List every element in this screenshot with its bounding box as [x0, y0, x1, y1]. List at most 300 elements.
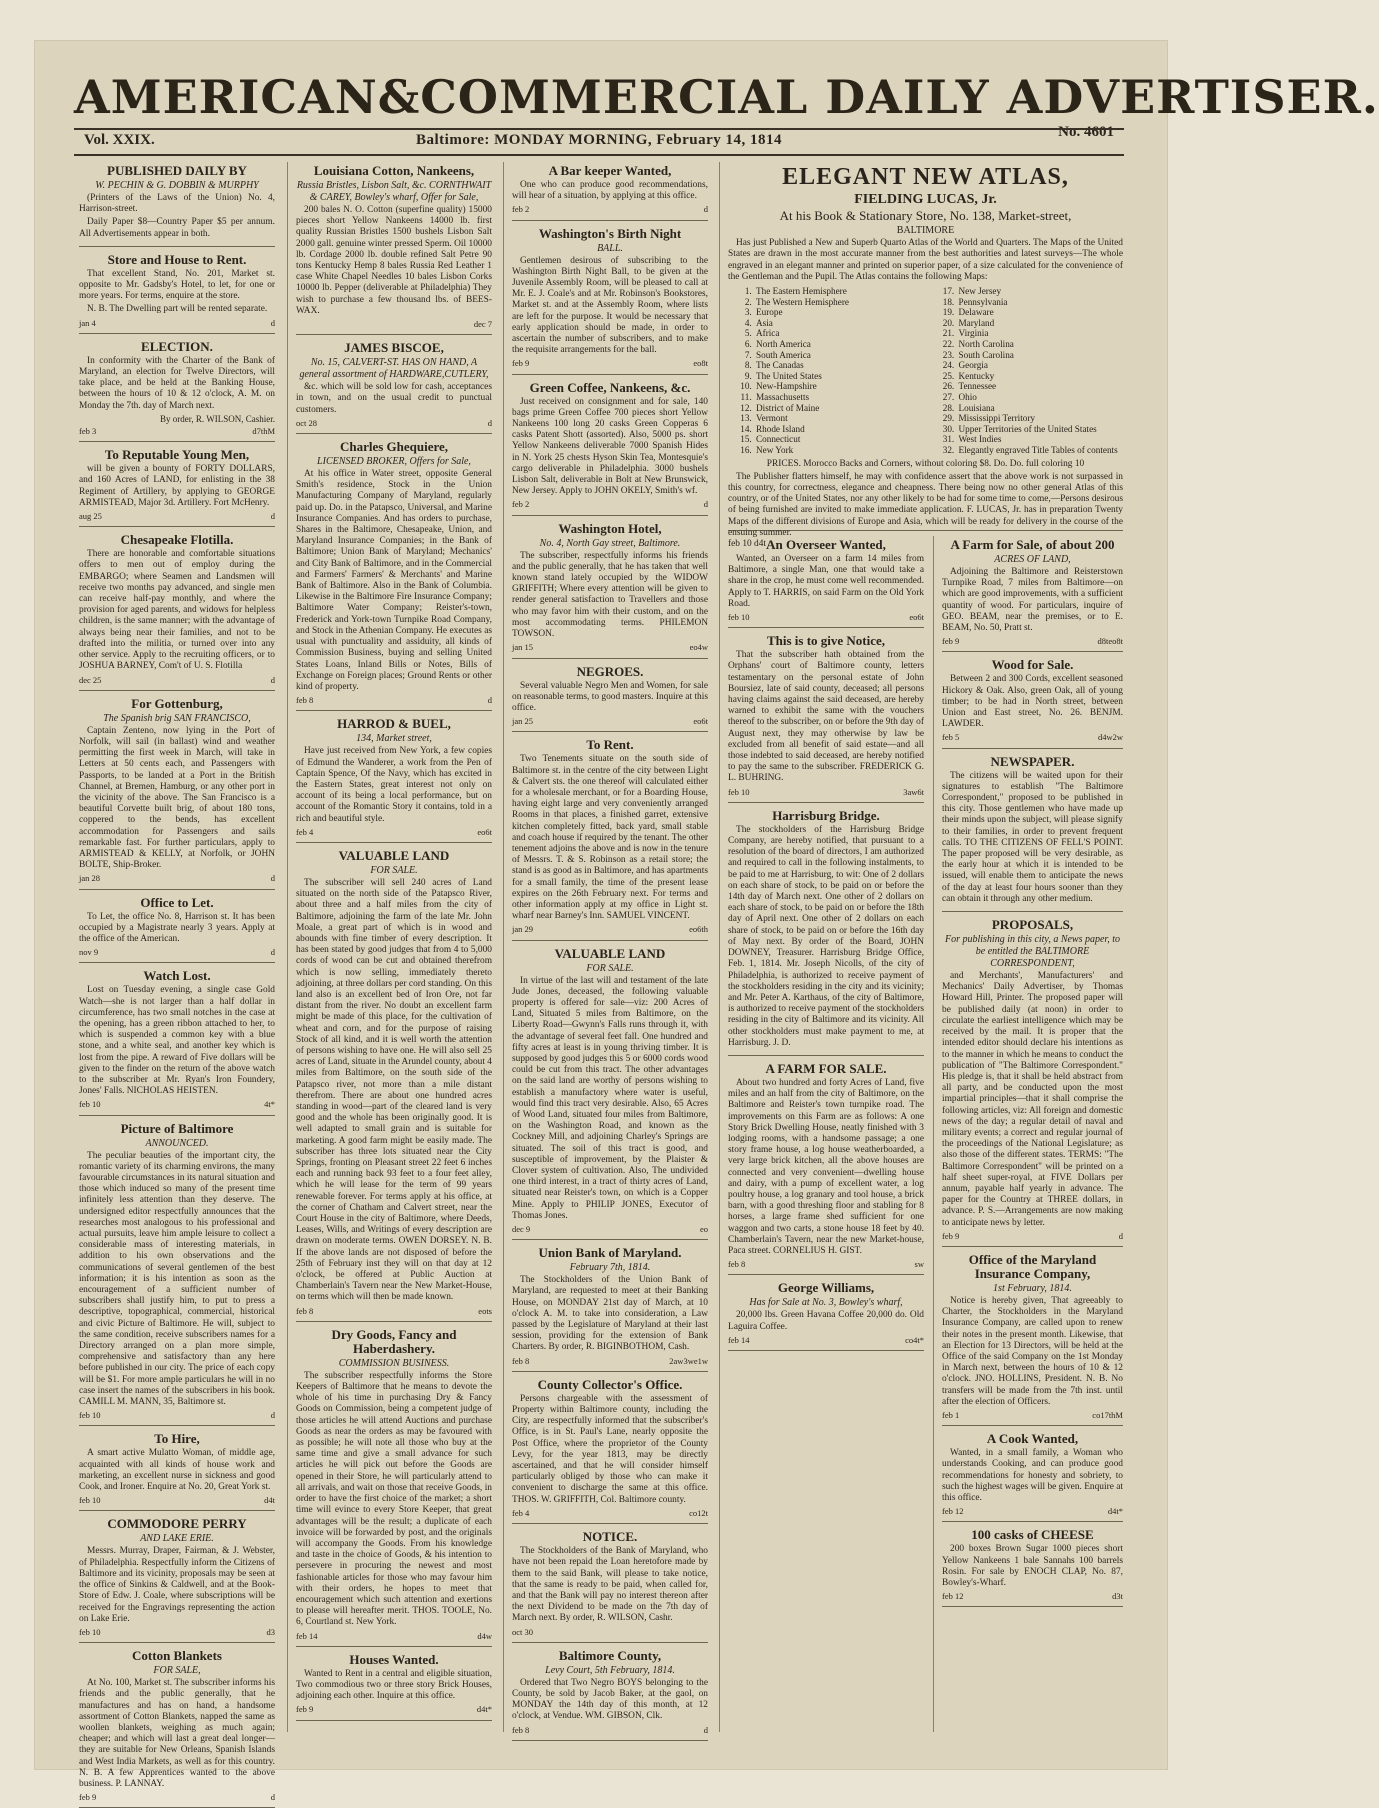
ad-body-text: There are honorable and comfortable situations offers to men out of employ during the EMBARGO; where Seamen and Landsmen will receive two months pay advanced, and single men can receive half-pay monthly, and where the provision for aged parents, and widows for helpless children, is the same manner; with the advantage of always being near their families, and not to be drafted into the militia, or turned over into any other service. Apply to the recruiting officers, or to JOSHUA BARNEY, Com't of U. S. Flotilla [79, 549, 275, 672]
atlas-map-item: 29. Mississippi Territory [957, 413, 1124, 424]
ad-date: dec 25 [79, 674, 102, 685]
ad-footer [512, 1224, 708, 1235]
ad-body-text: The Stockholders of the Union Bank of Maryland, are requested to meet at their Banking House, on MONDAY 21st day of March, at 10 o'clock A. M. to take into consideration, a Law passed by the Legislature of Maryland at their last session, providing for the extension of Bank Charters. By order, R. BIGINBOTHOM, Cash. [512, 1275, 708, 1353]
advertisement [512, 947, 708, 1241]
advertisement [942, 1432, 1123, 1522]
atlas-map-item: 32. Elegantly engraved Title Tables of contents [957, 445, 1124, 456]
ad-date: feb 8 [728, 1259, 746, 1270]
atlas-map-item: 2. The Western Hemisphere [754, 297, 921, 308]
ad-footer [79, 1627, 275, 1638]
advertisement [79, 253, 275, 334]
atlas-map-item: 6. North America [754, 339, 921, 350]
ad-body-text: &c. which will be sold low for cash, acceptances in town, and on the usual credit to punctual customers. [296, 382, 492, 415]
ad-headline: Wood for Sale. [991, 657, 1074, 673]
ad-code: d3t [1112, 1591, 1123, 1602]
ad-body-text: Ordered that Two Negro BOYS belonging to the County, be sold by Jacob Baker, at the gaol, on MONDAY the 14th day of this month, at 12 o'clock, at Vendue. WM. GIBSON, Clk. [512, 1677, 708, 1722]
advertisement [512, 665, 708, 733]
ad-headline: Picture of Baltimore [120, 1120, 234, 1136]
ad-code: d4w [477, 1630, 492, 1641]
ad-headline: VALUABLE LAND [338, 847, 450, 863]
ad-footer [512, 1508, 708, 1519]
ad-date: feb 2 [512, 204, 530, 215]
advertisement [79, 697, 275, 890]
ad-date: feb 9 [296, 1704, 314, 1715]
ad-subheading: AND LAKE ERIE. [140, 1533, 214, 1545]
advertisement [79, 969, 275, 1115]
issue-number: No. 4601 [1058, 124, 1114, 140]
ad-code: co12t [689, 1507, 708, 1518]
ad-subheading: 134, Market street, [356, 733, 432, 745]
column-1 [79, 162, 275, 1803]
ad-headline: Chesapeake Flotilla. [120, 532, 234, 548]
ad-code: eo6t [693, 716, 708, 727]
ad-headline: George Williams, [777, 1280, 875, 1296]
atlas-place: At his Book & Stationary Store, No. 138, Market-street, [779, 208, 1072, 223]
ad-footer [79, 1410, 275, 1421]
ad-body-text: Gentlemen desirous of subscribing to the Washington Birth Night Ball, to be given at the Juvenile Assembly Room, will be pleased to call at Mr. E. J. Coale's and at Mr. Robinson's Bookstores, Market st. and at the Assembly Room, where lists are left for the purpose. It would be necessary that early application should be made, in order to ascertain the number of subscribers, and to make the requisite arrangements for the ball. [512, 255, 708, 356]
ad-code: d [487, 695, 492, 706]
ad-headline: Houses Wanted. [349, 1651, 439, 1667]
ad-headline: County Collector's Office. [537, 1376, 683, 1392]
ad-footer [942, 1410, 1123, 1421]
ad-headline: ELECTION. [141, 338, 213, 354]
atlas-map-item: 5. Africa [754, 328, 921, 339]
ad-body-text: N. B. The Dwelling part will be rented separate. [87, 304, 268, 315]
ad-date: jan 25 [512, 716, 534, 727]
ad-code: co17thM [1092, 1409, 1123, 1420]
ad-code: eo8t [693, 358, 708, 369]
ad-body-text: A smart active Mulatto Woman, of middle age, acquainted with all kinds of house work and marketing, an excellent nurse in sickness and good Cook, and Ironer. Enquire at No. 20, Great York st. [79, 1448, 275, 1493]
column-3 [512, 162, 708, 1737]
ad-footer [79, 318, 275, 329]
ad-date: feb 12 [942, 1591, 964, 1602]
ad-headline: An Overseer Wanted, [766, 537, 886, 552]
ad-body-text: Several valuable Negro Men and Women, for sale on reasonable terms, to good masters. Inquire at this office. [512, 680, 708, 713]
column-divider [719, 162, 720, 1732]
advertisement [942, 755, 1123, 912]
ad-footer [512, 1627, 708, 1638]
advertisement [296, 1328, 492, 1647]
advertisement [512, 738, 708, 940]
ad-body-text: Wanted, in a small family, a Woman who understands Cooking, and can produce good recommendations for honesty and sobriety, to such the highest wages will be given. Enquire at this office. [942, 1448, 1123, 1503]
atlas-intro: Has just Published a New and Superb Quarto Atlas of the World and Quarters. The Maps of the United States are drawn in the most accurate manner from the best authorities and latest surveys—The whole engraved in an elegant manner and printed on superior paper, of a size calculated for the convenience of the Gentleman and the Pupil. The Atlas contains the following Maps: [728, 238, 1123, 282]
ad-headline: 100 casks of CHEESE [971, 1527, 1094, 1543]
ad-date: feb 8 [512, 1355, 530, 1366]
ad-date: feb 8 [296, 695, 314, 706]
ad-code: d [270, 1792, 275, 1803]
ad-footer [512, 716, 708, 727]
ad-subheading: FOR SALE. [370, 864, 418, 876]
ad-footer [79, 1792, 275, 1803]
ad-footer [942, 1591, 1123, 1602]
advertisement [512, 522, 708, 659]
masthead-rule-top [74, 128, 1124, 130]
ad-footer [79, 873, 275, 884]
advertisement [942, 1253, 1123, 1426]
ad-date: oct 30 [512, 1626, 534, 1637]
ad-footer [296, 1704, 492, 1715]
advertisement [79, 533, 275, 690]
atlas-map-item: 19. Delaware [957, 307, 1124, 318]
issue-line [74, 124, 1124, 154]
atlas-date: feb 10 [728, 538, 752, 549]
column-4a [728, 536, 924, 1736]
ad-signature: By order, R. WILSON, Cashier. [160, 413, 275, 424]
ad-body-text: Wanted, an Overseer on a farm 14 miles from Baltimore, a single Man, one that would take a share in the crop, he must come well recommended. Apply to T. HARRIS, on said Farm on the Old York Road. [728, 554, 924, 609]
ad-date: feb 5 [942, 732, 960, 743]
ad-headline: COMMODORE PERRY [107, 1516, 247, 1532]
ad-headline: Washington Hotel, [558, 520, 662, 536]
ad-date: feb 2 [512, 499, 530, 510]
atlas-map-item: 22. North Carolina [957, 339, 1124, 350]
ad-footer [79, 1099, 275, 1110]
atlas-map-item: 13. Vermont [754, 413, 921, 424]
ad-body-text: In conformity with the Charter of the Bank of Maryland, an election for Twelve Directors, will take place, and be held at the Banking House, between the hours of 10 & 12 o'clock, A. M. on Monday the 7th. day of March next. [79, 355, 275, 411]
ad-footer [296, 319, 492, 330]
ad-date: feb 12 [942, 1506, 964, 1517]
atlas-map-item: 28. Louisiana [957, 403, 1124, 414]
advertisement [79, 164, 275, 247]
ad-body-text: That excellent Stand, No. 201, Market st. opposite to Mr. Gadsby's Hotel, to let, for one or more years. For terms, enquire at the store. [79, 268, 275, 302]
atlas-map-item: 8. The Canadas [754, 360, 921, 371]
ad-date: jan 15 [512, 642, 534, 653]
ad-footer [728, 1335, 924, 1346]
ad-code: d [703, 499, 708, 510]
newspaper-page [34, 40, 1379, 1803]
ad-footer [296, 695, 492, 706]
advertisement [296, 1653, 492, 1721]
ad-subheading: FOR SALE. [586, 962, 634, 974]
ad-body-text: Adjoining the Baltimore and Reisterstown Turnpike Road, 7 miles from Baltimore—on which are good improvements, with a sufficient quantity of wood. For particulars, inquire of GEO. BEAM, near the premises, or to E. BEAM, No. 50, Pratt st. [942, 567, 1123, 634]
ad-date: jan 29 [512, 924, 534, 935]
ad-code: eots [478, 1305, 492, 1316]
ad-code: eo [699, 1224, 708, 1235]
ad-footer [296, 1631, 492, 1642]
ad-date: feb 3 [79, 426, 97, 437]
ad-date: feb 4 [296, 826, 314, 837]
ad-body-text: At his office in Water street, opposite General Smith's residence, Stock in the Union Manufacturing Company of Maryland, regularly paid up. Do. in the Patapsco, Universal, and Marine Insurance Companies. And has orders to purchase, Shares in the Baltimore, Chesapeake, Union, and Maryland Insurance Companies; in the Bank of Baltimore; Union Bank of Maryland; Mechanics' and City Bank of Baltimore, and in the Commercial and Farmers' Farmers' & Merchants' and Marine Bank of Baltimore. Also in the Bank of Columbia. Likewise in the Baltimore Fire Insurance Company; Baltimore Water Company; Reister's-town, Frederick and York-town Turnpike Road Company, and Stock in the Athenian Company. He executes as usual with punctuality and assiduity, all kinds of Commission Business, buying and selling United States Loans, Inland Bills or Notes, Bills of Exchange on Foreign places; Ground Rents or other kind of property. [296, 469, 492, 692]
atlas-map-item: 1. The Eastern Hemisphere [754, 286, 921, 297]
ad-body-text: 20,000 lbs. Green Havana Coffee 20,000 do. Old Laguira Coffee. [728, 1310, 924, 1332]
atlas-map-item: 20. Maryland [957, 318, 1124, 329]
ad-footer [512, 1356, 708, 1367]
atlas-map-item: 23. South Carolina [957, 350, 1124, 361]
ad-body-text: (Printers of the Laws of the Union) No. 4, Harrison-street. [79, 193, 275, 215]
ad-code: d [270, 947, 275, 958]
ad-footer [512, 1725, 708, 1736]
ad-subheading: For publishing in this city, a News paper, to be entitled the BALTIMORE CORRESPONDENT, [944, 934, 1120, 970]
ad-body-text: The subscriber, respectfully informs his friends and the public generally, that he has taken that well known stand lately occupied by the WIDOW GRIFFITH; Where every attention will be given to render general satisfaction to Travellers and those who may favor him with their custom, and on the most accommodating terms. PHILEMON TOWSON. [512, 550, 708, 640]
ad-headline: NEGROES. [576, 663, 644, 679]
ad-body-text: Have just received from New York, a few copies of Edmund the Wanderer, a work from the Pen of Captain Spence, Of the Navy, which has excited in the Eastern States, great interest not only on account of its being a local performance, but on account of the Romantic Story it contains, told in a rich and beautiful style. [296, 746, 492, 824]
ad-body-text: Just received on consignment and for sale, 140 bags prime Green Coffee 700 pieces short Yellow Nankeens 100 long 20 casks Green Copperas 6 casks Patent Shott (assorted). Also, 5000 ps. short Yellow Nankeens deliverable 7000 Spanish Hides in N. York 25 chests Hyson Skin Tea, Montesquie's cargo deliverable in Philadelphia. 3000 bushels Lisbon Salt, deliverable in Bolt at New Brunswick, New Jersey. Apply to JOHN OKELY, Smith's wf. [512, 396, 708, 497]
atlas-maps-right [931, 286, 1124, 456]
ad-footer [79, 511, 275, 522]
atlas-map-list [728, 286, 1123, 456]
advertisement [79, 896, 275, 964]
advertisement [296, 717, 492, 843]
ad-date: feb 9 [942, 636, 960, 647]
atlas-outro: The Publisher flatters himself, he may with confidence assert that the above work is not surpassed in this country, for correctness, elegance and cheapness. There being now no other general Atlas of this country, or of the United States, nor any other likely to be had for some time to come,—Persons desirous of being furnished are invited to make immediate application. F. LUCAS, Jr. has in preparation Twenty Maps of the different divisions of Europe and Asia, which will be ready for delivery in the course of the ensuing summer. [728, 471, 1123, 538]
ad-headline: HARROD & BUEL, [337, 716, 451, 732]
ad-headline: Dry Goods, Fancy and Haberdashery. [331, 1326, 457, 1356]
ad-date: feb 9 [79, 1792, 97, 1803]
ad-date: oct 28 [296, 417, 318, 428]
ad-body-text: The citizens will be waited upon for their signatures to establish "The Baltimore Correspondent," proposed to be published in this city. Those gentlemen who have made up their minds upon the subject, will please signify to their families, in order to prevent frequent calls. TO THE CITIZENS OF FELL'S POINT. The paper proposed will be very desirable, as the early hour at which it is intended to be issued, will enable them to anticipate the news of the day at least four hours sooner than they can obtain it through any other medium. [942, 770, 1123, 904]
ad-code: d [270, 511, 275, 522]
ad-date: feb 10 [79, 1626, 101, 1637]
advertisement [79, 340, 275, 442]
advertisement [79, 1649, 275, 1808]
ad-code: d [270, 1410, 275, 1421]
advertisement [79, 1517, 275, 1643]
ad-code: d8teo8t [1097, 636, 1123, 647]
ad-headline: Office of the Maryland Insurance Company, [968, 1251, 1097, 1281]
atlas-map-item: 14. Rhode Island [754, 424, 921, 435]
advertisement [512, 1530, 708, 1643]
atlas-code: d4t [754, 538, 767, 549]
ad-body-text: At No. 100, Market st. The subscriber informs his friends and the public generally, that he manufactures and has on hand, a handsome assortment of Cotton Blankets, napped the same as woollen blankets, weighing as much again; cheaper; and which will last a great deal longer—they are suitable for New Orleans, Spanish Islands and West India Markets, as well as for this country. N. B. A few Apprentices wanted to the above business. P. LANNAY. [79, 1678, 275, 1789]
advertisement [942, 1528, 1123, 1607]
ad-footer [79, 947, 275, 958]
ad-date: jan 28 [79, 873, 101, 884]
ad-headline: A FARM FOR SALE. [765, 1060, 887, 1076]
ad-footer [296, 1306, 492, 1317]
ad-subheading: COMMISSION BUSINESS. [338, 1357, 450, 1369]
ad-code: d [487, 417, 492, 428]
ad-headline: NEWSPAPER. [990, 753, 1075, 769]
ad-date: feb 10 [728, 612, 750, 623]
ad-date: feb 8 [296, 1305, 314, 1316]
ad-body-text: The subscriber will sell 240 acres of Land situated on the north side of the Patapsco River, about three and a half miles from the city of Baltimore, adjoining the farm of the late Mr. John Moale, a great part of which is in wood and abounds with fine timber of every description. It has been stated by good judges that from 4 to 5,000 cords of wood can be cut and obtained therefrom which is now selling, immediately thereto adjoining, at three dollars per cord standing. On this land also is an excellent bed of Iron Ore, not far distant from the river. No doubt an excellent farm might be made of this place, for the cultivation of wheat and corn, and for the purpose of raising Stock of all kind, and it is well worth the attention of persons wishing to have one. He will also sell 25 acres of Land, situate in the Arundel county, about 4 miles from Baltimore, on the south side of the Patapsco river, not more than a mile distant therefrom. There are about one hundred acres standing in wood—part of the cleared land is very good and the whole has been originally good. It is well adapted to small grain and is suitable for marketing. A good farm might be easily made. The subscriber has three lots situated near the City Springs, fronting on Pleasant street 22 feet 6 inches each and running back 93 feet to a four feet alley, which he will lease for the term of 99 years renewable forever. For terms apply at his office, at the corner of Chatham and Calvert street, near the Court House in the city of Baltimore, where Deeds, Leases, Wills, and Writings of every description are drawn on moderate terms. OWEN DORSEY. N. B. If the above lands are not disposed of before the 25th of February inst they will on that day at 12 o'clock, be offered at Public Auction at Chamberlain's Tavern near the New Market-House, on terms which will then be made known. [296, 877, 492, 1303]
advertisement [512, 1378, 708, 1524]
ad-footer [79, 675, 275, 686]
atlas-maps-left [728, 286, 921, 456]
atlas-map-item: 3. Europe [754, 307, 921, 318]
ad-code: d4t* [476, 1704, 492, 1715]
ad-code: d7thM [252, 426, 275, 437]
column-divider [933, 536, 934, 1732]
atlas-map-item: 4. Asia [754, 318, 921, 329]
ad-date: feb 9 [942, 1230, 960, 1241]
ad-date: feb 10 [79, 1410, 101, 1421]
ad-date: jan 4 [79, 317, 96, 328]
ad-body-text: and Merchants', Manufacturers' and Mechanics' Daily Advertiser, by Thomas Howard Hill, Printer. The proposed paper will be published daily (at noon) in order to circulate the earliest intelligence which may be received by the mail. It is proper that the intended editor should declare his intentions as to the manner in which he means to conduct the publication of "The Baltimore Correspondent." His pledge is, that it shall be held abstract from all party, and be conducted upon the most impartial principles—that it shall comprise the following articles, viz: All foreign and domestic news of the day; a regular detail of naval and military events; a correct and regular journal of the proceedings of the National Legislature; as also those of the different states. TERMS: "The Baltimore Correspondent" will be printed on a half sheet super-royal, at FIVE Dollars per annum, payable half yearly in advance. The paper for the Country at THREE dollars, in advance. P. S.—Arrangements are now making to anticipate news by letter. [942, 971, 1123, 1228]
ad-headline: Green Coffee, Nankeens, &c. [529, 379, 691, 395]
ad-code: d4w2w [1097, 732, 1123, 743]
advertisement [942, 658, 1123, 748]
ad-body-text: Notice is hereby given, That agreeably to Charter, the Stockholders in the Maryland Insurance Company, are called upon to renew their notes in the present month. Likewise, that an Election for 13 Directors, will be held at the Office of the said Company on the 1st Monday in March next, between the hours of 10 & 12 o'clock. JNO. HOLLINS, President. N. B. No transfers will be made from the 7th inst. until after the election of Officers. [942, 1295, 1123, 1407]
ad-date: aug 25 [79, 511, 102, 522]
ad-headline: To Rent. [586, 737, 634, 753]
ad-subheading: The Spanish brig SAN FRANCISCO, [103, 712, 251, 724]
ad-body-text: Two Tenements situate on the south side of Baltimore st. in the centre of the city between Light & Calvert sts. the one thereof will calculated either for a wholesale merchant, or for a Boarding House, having eight large and very conveniently arranged Rooms in that places, a finished garret, extensive kitchen completely fitted, back yard, small stable and coach house if required by the tenant. The other tenement adjoins the above and is now in the tenure of Messrs. T. & S. Robinson as a retail store; the stand is as good as in Baltimore, and has apartments for a small family, the time of the present lease expires on the 26th February next. For terms and other information apply at my office in Light st. wharf near Barney's Inn. SAMUEL VINCENT. [512, 754, 708, 922]
ad-footer [512, 204, 708, 215]
ad-subheading: Russia Bristles, Lisbon Salt, &c. CORNTHWAIT & CAREY, Bowley's wharf, Offer for Sale, [296, 180, 492, 203]
ad-headline: To Reputable Young Men, [104, 447, 250, 463]
atlas-prices: PRICES. Morocco Backs and Corners, without coloring $8. Do. Do. full coloring 10 [766, 458, 1085, 469]
advertisement [296, 440, 492, 711]
ad-code: co4t* [905, 1334, 924, 1345]
atlas-map-item: 30. Upper Territories of the United States [957, 424, 1124, 435]
atlas-map-item: 31. West Indies [957, 434, 1124, 445]
atlas-publisher: FIELDING LUCAS, Jr. [854, 192, 997, 207]
ad-body-text: Persons chargeable with the assessment of Property within Baltimore county, including the City, are respectfully informed that the subscriber's Office, is in St. Paul's Lane, nearly opposite the Post Office, where the proprietor of the County Levy, for the year 1813, may be directly ascertained, and that he will consider himself particularly obliged by those who can make it convenient to discharge the same at this office. THOS. W. GRIFFITH, Col. Baltimore county. [512, 1393, 708, 1505]
ad-code: d4t [264, 1495, 275, 1506]
ad-headline: To Hire, [154, 1431, 200, 1447]
ad-date: nov 9 [79, 947, 99, 958]
column-4b [942, 536, 1123, 1736]
ad-date: feb 9 [512, 358, 530, 369]
atlas-map-item: 27. Ohio [957, 392, 1124, 403]
ad-headline: PROPOSALS, [991, 917, 1074, 933]
ad-body-text: Captain Zenteno, now lying in the Port of Norfolk, will sail (in ballast) wind and weather permitting the first week in March, will take in Letters at 50 cents each, and Passengers with Passports, to be landed at a Port in the British Channel, at Bremen, Hamburg, or any other port in the vicinity of the above. The San Francisco is a beautiful Corvette built brig, of about 180 tons, coppered to the bends, has excellent accommodation for Passengers and sails remarkable fast. For further particulars, apply to ARMISTEAD & KELLY, at Norfolk, or JOHN BOLTE, Ship-Broker. [79, 725, 275, 871]
ad-subheading: Has for Sale at No. 3, Bowley's wharf, [749, 1297, 903, 1309]
advertisement [942, 538, 1123, 652]
ad-footer [512, 358, 708, 369]
atlas-city: BALTIMORE [896, 225, 955, 236]
ad-body-text: Messrs. Murray, Draper, Fairman, & J. Webster, of Philadelphia. Respectfully inform the Citizens of Baltimore and its vicinity, proposals may be seen at the office of Sinkins & Caldwell, and at the Book-Store of Edw. J. Coale, where subscriptions will be received for the Engravings representing the action on Lake Erie. [79, 1546, 275, 1624]
ad-footer [942, 636, 1123, 647]
masthead-title: AMERICAN&COMMERCIAL DAILY ADVERTISER. [74, 70, 1379, 124]
ad-body-text: The Stockholders of the Bank of Maryland, who have not been repaid the Loan heretofore made by them to the said Bank, will please to take notice, that the same is ready to be paid, when called for, and that the Bank will pay no interest thereon after the next Dividend to be made on the 7th day of March next. By order, R. WILSON, Cashr. [512, 1546, 708, 1624]
atlas-map-item: 18. Pennsylvania [957, 297, 1124, 308]
ad-body-text: In virtue of the last will and testament of the late Jude Jones, deceased, the following valuable property is offered for sale—viz: 200 Acres of Land, Situated 5 miles from Baltimore, on the Liberty Road—Gwynn's Falls runs through it, with the advantage of several feet fall. One hundred and fifty acres at least is in young thriving timber. It is supposed by good judges this 5 or 6000 cords wood could be cut from this tract. The other advantages on the said land are worthy of persons wishing to establish a manufactory where water is useful, would find this tract very desirable. Also, 65 Acres of Wood Land, situated four miles from Baltimore, on the Washington Road, and known as the Cockney Mill, and adjoining Charley's Springs are situated. The soil of this tract is good, and susceptible of improvement, by the Plaister & Clover system of cultivation. Also, The undivided one third interest, in a tract of thirty acres of Land, situated near Reister's town, on which is a Copper Mine. Apply to PHILIP JONES, Executor of Thomas Jones. [512, 975, 708, 1221]
advertisement [79, 448, 275, 527]
atlas-map-item: 16. New York [754, 445, 921, 456]
ad-headline: Baltimore County, [558, 1647, 662, 1663]
ad-subheading: 1st February, 1814. [993, 1282, 1072, 1294]
ad-headline: Union Bank of Maryland. [538, 1245, 682, 1261]
advertisement [512, 1649, 708, 1741]
atlas-map-item: 26. Tennessee [957, 381, 1124, 392]
ad-footer [79, 426, 275, 437]
ad-headline: NOTICE. [582, 1529, 638, 1545]
advertisement [728, 1281, 924, 1351]
advertisement [942, 918, 1123, 1247]
ad-headline: For Gottenburg, [131, 695, 223, 711]
ad-code: d [703, 204, 708, 215]
ad-headline: VALUABLE LAND [554, 945, 666, 961]
advertisement [728, 634, 924, 803]
ad-date: feb 10 [728, 786, 750, 797]
ad-headline: A Bar keeper Wanted, [548, 163, 672, 178]
ad-code: eo6t [477, 826, 492, 837]
advertisement [728, 538, 924, 628]
atlas-title: ELEGANT NEW ATLAS, [782, 164, 1069, 190]
ad-code: 2aw3we1w [669, 1355, 708, 1366]
advertisement [296, 849, 492, 1322]
ad-code: dec 7 [473, 319, 492, 330]
advertisement [512, 227, 708, 375]
atlas-map-item: 24. Georgia [957, 360, 1124, 371]
ad-code: d [703, 1724, 708, 1735]
ad-date: feb 8 [512, 1724, 530, 1735]
ad-footer [512, 924, 708, 935]
ad-body-text: Daily Paper $8—Country Paper $5 per annum. All Advertisements appear in both. [79, 217, 275, 239]
ad-code: sw [914, 1259, 924, 1270]
ad-footer [728, 1259, 924, 1270]
ad-subheading: No. 4, North Gay street, Baltimore. [539, 537, 681, 549]
ad-headline: Office to Let. [140, 894, 214, 910]
ad-footer [942, 1231, 1123, 1242]
atlas-map-item: 9. The United States [754, 371, 921, 382]
atlas-map-item: 15. Connecticut [754, 434, 921, 445]
ad-subheading: ACRES OF LAND, [994, 554, 1071, 565]
ad-subheading: No. 15, CALVERT-ST. HAS ON HAND, A general assortment of HARDWARE,CUTLERY, [299, 357, 489, 381]
advertisement [512, 381, 708, 516]
ad-body-text: To Let, the office No. 8, Harrison st. It has been occupied by a Magistrate nearly 3 years. Apply at the office of the American. [79, 911, 275, 944]
atlas-map-item: 11. Massachusetts [754, 392, 921, 403]
ad-code: d [270, 674, 275, 685]
ad-footer [512, 499, 708, 510]
ad-headline: A Farm for Sale, of about 200 [950, 537, 1115, 552]
atlas-map-item: 12. District of Maine [754, 403, 921, 414]
ad-footer [512, 642, 708, 653]
ad-date: feb 14 [728, 1334, 750, 1345]
ad-date: feb 14 [296, 1630, 318, 1641]
ad-headline: Harrisburg Bridge. [772, 807, 880, 823]
ad-date: dec 9 [512, 1224, 531, 1235]
ad-code: d [270, 873, 275, 884]
ad-footer [296, 418, 492, 429]
ad-body-text: That the subscriber hath obtained from the Orphans' court of Baltimore county, letters testamentary on the personal estate of John Boursiez, late of said county, deceased; all persons having claims against the said deceased, are hereby warned to exhibit the same with the vouchers thereof to the subscriber, on or before the 9th day of August next, they may otherwise by law be excluded from all benefit of said estate—and all those indebted to said deceased, are hereby notified to pay the same to the subscriber. FREDERICK G. L. BUHRING. [728, 650, 924, 784]
column-divider [503, 162, 504, 1732]
ad-body-text: will be given a bounty of FORTY DOLLARS, and 160 Acres of LAND, for enlisting in the 38 Regiment of Artillery, by applying to GEORGE ARMISTEAD, Major 3d. Artillery. Fort McHenry. [79, 464, 275, 508]
column-2 [296, 162, 492, 1737]
ad-date: feb 1 [942, 1409, 960, 1420]
ad-headline: Washington's Birth Night [538, 225, 682, 241]
ad-headline: Charles Ghequiere, [339, 439, 449, 455]
ad-code: d4t* [1107, 1506, 1123, 1517]
atlas-map-item: 7. South America [754, 350, 921, 361]
ad-body-text: The subscriber respectfully informs the Store Keepers of Baltimore that he means to devote the whole of his time in purchasing Dry & Fancy Goods on Commission, being a competent judge of those articles he will attend Auctions and purchase Goods as near the orders as may be favoured with as possible; he will note all those who buy at the same time and give a small advance for such articles he will pick out before the Goods are opened in their Store, he will particularly attend to all arrivals, and wait on those that receive Goods, in order to have the first choice of the market; a short time will evince to every Store Keeper, that great advantages will be the result; a duplicate of each invoice will be forwarded by post, and the originals will accompany the Goods. From his knowledge and taste in the choice of Goods, & his intention to persevere in procuring the newest and most fashionable articles for those who may favour him with their orders, he hopes to meet that encouragement which such attention and exertions to please will hereafter merit. THOS. TOOLE, No. 6, Courtland st. New York. [296, 1370, 492, 1628]
ad-footer [728, 787, 924, 798]
ad-body-text: The peculiar beauties of the important city, the romantic variety of its charming environs, the many favourable circumstances in its natural situation and those which induced so many of the present time infinitely less attention than they deserve. The undersigned editor respectfully announces that the researches most analogous to his professional and actual pursuits, leave him ample leisure to collect a considerable mass of interesting materials, in addition to his own observations and the communications of several gentlemen of the best information; it is his intention as soon as the encouragement of a sufficient number of subscribers shall justify him, to put to press a descriptive, topographical, commercial, historical and civic Picture of Baltimore. He will, subject to the same condition, receive subscribers names for a Directory arranged on a plan more simple, comprehensive and satisfactory than any here before published in our city. The price of each copy will be $1. For more ample particulars he will in no case insert the names of the subscribers in his book. CAMILL M. MANN, 35, Baltimore st. [79, 1150, 275, 1408]
ad-date: feb 4 [512, 1507, 530, 1518]
ad-body-text: 200 bales N. O. Cotton (superfine quality) 15000 pieces short Yellow Nankeens 14000 lb. first quality Russian Bristles 1500 bushels Lisbon Salt 2000 gall. genuine winter pressed Sperm. Oil 10000 lb. Cordage 2000 lb. double refined Salt Petre 90 tons Kentucky Hemp 8 bales Russia Red Leather 1 case White Chapel Needles 10 bales Lisbon Corks 10000 lb. Pepper (deliverable at Philadelphia) They wish to purchase a few thousand lbs. of BEES-WAX. [296, 205, 492, 316]
dateline: Baltimore: MONDAY MORNING, February 14, 1814 [416, 132, 782, 148]
advertisement [512, 1246, 708, 1372]
ad-headline: JAMES BISCOE, [344, 340, 444, 356]
column-divider [287, 162, 288, 1732]
ad-footer [942, 732, 1123, 743]
volume-label: Vol. XXIX. [84, 132, 155, 148]
atlas-map-item: 10. New-Hampshire [754, 381, 921, 392]
ad-headline: PUBLISHED DAILY BY [107, 163, 247, 178]
ad-body-text: 200 boxes Brown Sugar 1000 pieces short Yellow Nankeens 1 bale Sannahs 100 barrels Rosin. For sale by ENOCH CLAP, No. 87, Bowley's-Wharf. [942, 1544, 1123, 1589]
ad-code: d [1118, 1230, 1123, 1241]
ad-subheading: W. PECHIN & G. DOBBIN & MURPHY [95, 180, 259, 191]
ad-headline: Cotton Blankets [132, 1648, 222, 1664]
atlas-map-item: 17. New Jersey [957, 286, 1124, 297]
ad-subheading: February 7th, 1814. [569, 1262, 651, 1274]
ad-headline: Store and House to Rent. [107, 251, 247, 267]
ad-headline: A Cook Wanted, [986, 1431, 1079, 1447]
ad-body-text: One who can produce good recommendations, will hear of a situation, by applying at this office. [512, 180, 708, 202]
ad-footer [942, 1506, 1123, 1517]
ad-footer [296, 827, 492, 838]
ad-subheading: ANNOUNCED. [145, 1137, 209, 1149]
advertisement [728, 809, 924, 1056]
ad-headline: This is to give Notice, [766, 633, 886, 649]
ad-body-text: Lost on Tuesday evening, a single case Gold Watch—she is not larger than a half dollar in circumference, has two small notches in the case at the opening, has a green ribbon attached to her, to which is suspended a common key with a blue stone, and a white seal, and another key which is lost from the pipe. A reward of Five dollars will be given to the finder on the return of the above watch to the subscriber at Mr. Ryan's Iron Foundery, Jones' Falls. NICHOLAS HEISTEN. [79, 985, 275, 1097]
ad-body-text: Wanted to Rent in a central and eligible situation, Two commodious two or three story Brick Houses, adjoining each other. Inquire at this office. [296, 1668, 492, 1702]
advertisement [296, 164, 492, 335]
ad-subheading: FOR SALE, [153, 1665, 201, 1677]
advertisement [79, 1432, 275, 1511]
advertisement [79, 1122, 275, 1427]
